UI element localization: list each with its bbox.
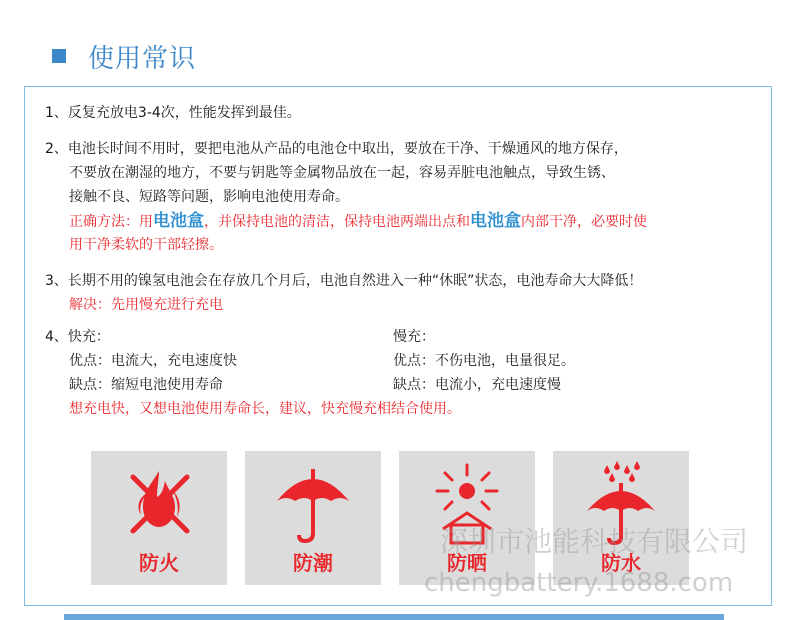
tip-4-fast-con: 缺点：缩短电池使用寿命: [69, 377, 223, 393]
tip-2-line-1: 2、电池长时间不用时，要把电池从产品的电池仓中取出，要放在干净、干燥通风的地方保存，: [45, 141, 628, 157]
tips-card: [24, 86, 772, 606]
tip-4-slow-con: 缺点：电流小，充电速度慢: [393, 377, 561, 393]
sun-icon: [399, 451, 535, 547]
tip-1: 1、反复充放电3-4次，性能发挥到最佳。: [45, 105, 301, 121]
no-fire-icon: [91, 451, 227, 547]
watermark-url: chengbattery.1688.com: [424, 568, 734, 598]
icon-card-water: [553, 451, 689, 585]
tip-2-line-3: 接触不良、短路等问题，影响电池使用寿命。: [69, 189, 349, 205]
tip-4-fast-pro: 优点：电流大，充电速度快: [69, 353, 237, 369]
tip-3-line-1: 3、长期不用的镍氢电池会在存放几个月后，电池自然进入一种“休眠”状态，电池寿命大大降低！: [45, 273, 643, 289]
section-header: [52, 36, 196, 76]
icon-label-sun: 防晒: [447, 551, 487, 575]
method-text-2: ，并保持电池的清洁，保持电池两端出点和: [204, 214, 470, 230]
title-square-icon: [52, 49, 66, 63]
bottom-bar: [64, 614, 724, 620]
battery-box-highlight-1: 电池盒: [153, 211, 204, 231]
icon-label-water: 防水: [601, 551, 641, 575]
battery-box-highlight-2: 电池盒: [470, 211, 521, 231]
watermark-company: 深圳市池能科技有限公司: [440, 525, 749, 558]
tip-3-solution: 解决：先用慢充进行充电: [69, 297, 223, 313]
tip-4-fast-title: 4、快充：: [45, 329, 110, 345]
tip-4-slow-pro: 优点：不伤电池，电量很足。: [393, 353, 575, 369]
icon-label-moisture: 防潮: [293, 551, 333, 575]
method-text-3: 内部干净，必要时使: [521, 214, 647, 230]
icon-card-sun: [399, 451, 535, 585]
tip-4-advice: 想充电快，又想电池使用寿命长，建议，快充慢充相结合使用。: [69, 401, 461, 417]
umbrella-rain-icon: [553, 451, 689, 547]
icon-card-moisture: [245, 451, 381, 585]
icon-label-fire: 防火: [139, 551, 179, 575]
tip-2-line-2: 不要放在潮湿的地方，不要与钥匙等金属物品放在一起，容易弄脏电池触点，导致生锈、: [69, 165, 615, 181]
icon-card-fire: [91, 451, 227, 585]
tip-2-method: [69, 211, 647, 232]
tip-4-slow-title: 慢充：: [393, 329, 435, 345]
method-text-1: 正确方法：用: [69, 214, 153, 230]
tip-2-method-line-2: 用干净柔软的干部轻擦。: [69, 237, 223, 253]
page-title: 使用常识: [88, 43, 197, 74]
umbrella-icon: [245, 451, 381, 547]
